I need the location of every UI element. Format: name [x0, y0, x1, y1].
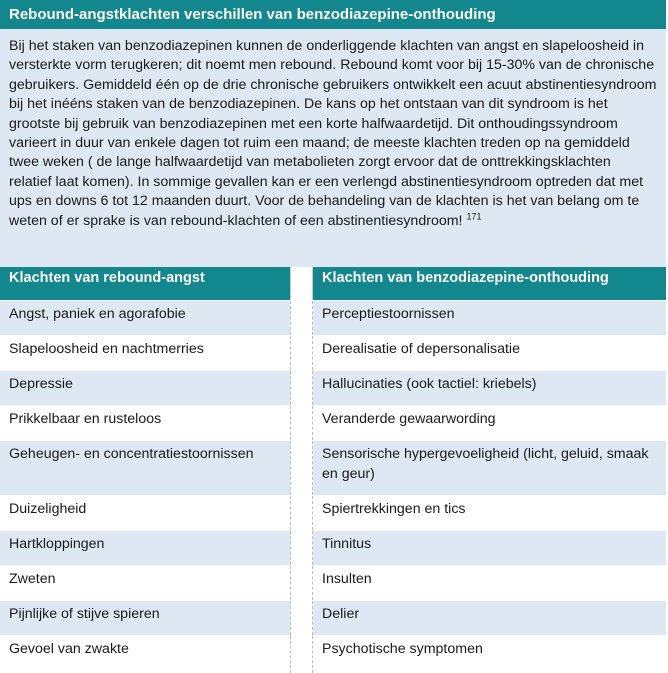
- table-row: [0, 565, 666, 600]
- column-spacer: [290, 531, 313, 565]
- column-header-withdrawal: Klachten van benzodiazepine-onthouding: [313, 267, 666, 300]
- withdrawal-symptom-cell: Psychotische symptomen: [313, 636, 666, 673]
- table-row: [0, 370, 666, 405]
- column-spacer: [290, 371, 313, 405]
- intro-paragraph: [0, 29, 666, 267]
- column-spacer: [290, 406, 313, 440]
- table-row: [0, 300, 666, 335]
- withdrawal-symptom-cell: Spiertrekkingen en tics: [313, 496, 666, 530]
- withdrawal-symptom-cell: Delier: [313, 601, 666, 635]
- column-spacer: [290, 496, 313, 530]
- withdrawal-symptom-cell: Perceptiestoornissen: [313, 301, 666, 335]
- column-header-rebound: Klachten van rebound-angst: [0, 267, 290, 300]
- rebound-symptom-cell: Prikkelbaar en rusteloos: [0, 406, 290, 440]
- box-title: Rebound-angstklachten verschillen van benzodiazepine-onthouding: [0, 0, 666, 29]
- rebound-symptom-cell: Pijnlijke of stijve spieren: [0, 601, 290, 635]
- rebound-symptom-cell: Gevoel van zwakte: [0, 636, 290, 673]
- column-spacer: [290, 636, 313, 673]
- column-spacer: [290, 301, 313, 335]
- rebound-symptom-cell: Hartkloppingen: [0, 531, 290, 565]
- intro-text: Bij het staken van benzodiazepinen kunnen de onderliggende klachten van angst en slapeloosheid in versterkte vorm terugkeren; dit noemt men rebound. Rebound komt voor bij 15-30% van de chronische gebruikers. Gemiddeld één op de drie chronische gebruikers ontwikkelt een acuut abstinentiesyndroom bij het inééns staken van de benzodiazepinen. De kans op het ontstaan van dit syndroom is het grootste bij gebruik van benzodiazepinen met een korte halfwaardetijd. Dit onthoudingssyndroom varieert in duur van enkele dagen tot ruim een maand; de meeste klachten treden op na gemiddeld twee weken ( de lange halfwaardetijd van metabolieten zorgt ervoor dat de onttrekkingsklachten relatief laat komen). In sommige gevallen kan er een verlengd abstinentiesyndroom optreden dat met ups en downs 6 tot 12 maanden duurt. Voor de behandeling van de klachten is het van belang om te weten of er sprake is van rebound-klachten of een abstinentiesyndroom!: [9, 38, 657, 229]
- column-spacer: [290, 336, 313, 370]
- reference-superscript: 171: [466, 210, 482, 221]
- withdrawal-symptom-cell: Veranderde gewaarwording: [313, 406, 666, 440]
- column-spacer: [290, 267, 313, 300]
- table-row: [0, 440, 666, 495]
- rebound-symptom-cell: Slapeloosheid en nachtmerries: [0, 336, 290, 370]
- rebound-symptom-cell: Geheugen- en concentratiestoornissen: [0, 441, 290, 495]
- withdrawal-symptom-cell: Tinnitus: [313, 531, 666, 565]
- table-row: [0, 600, 666, 635]
- table-row: [0, 405, 666, 440]
- rebound-symptom-cell: Depressie: [0, 371, 290, 405]
- rebound-symptom-cell: Duizeligheid: [0, 496, 290, 530]
- withdrawal-symptom-cell: Hallucinaties (ook tactiel: kriebels): [313, 371, 666, 405]
- table-row: [0, 635, 666, 673]
- table-row: [0, 530, 666, 565]
- table-row: [0, 335, 666, 370]
- withdrawal-symptom-cell: Sensorische hypergevoeligheid (licht, geluid, smaak en geur): [313, 441, 666, 495]
- withdrawal-symptom-cell: Derealisatie of depersonalisatie: [313, 336, 666, 370]
- column-spacer: [290, 601, 313, 635]
- withdrawal-symptom-cell: Insulten: [313, 566, 666, 600]
- rebound-symptom-cell: Angst, paniek en agorafobie: [0, 301, 290, 335]
- table-row: [0, 495, 666, 530]
- column-spacer: [290, 566, 313, 600]
- column-spacer: [290, 441, 313, 495]
- rebound-symptom-cell: Zweten: [0, 566, 290, 600]
